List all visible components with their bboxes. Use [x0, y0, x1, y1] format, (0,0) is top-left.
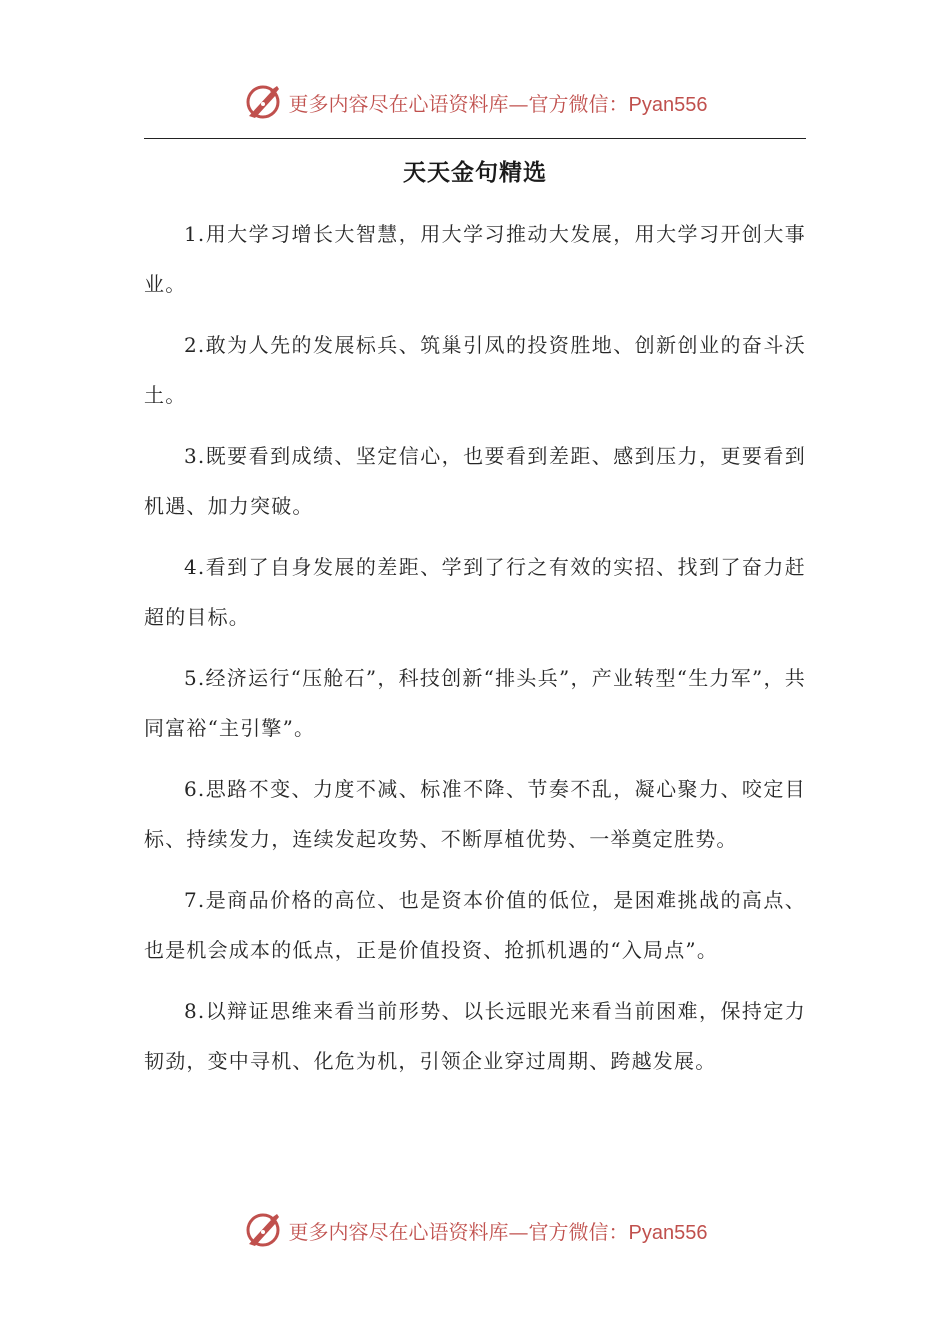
pen-nib-logo-icon	[243, 82, 283, 122]
banner-text	[289, 1216, 708, 1245]
page-title: 天天金句精选	[403, 159, 547, 186]
quote-paragraph: 3.既要看到成绩、坚定信心，也要看到差距、感到压力，更要看到机遇、加力突破。	[144, 444, 806, 518]
banner-wechat-id: Pyan556	[628, 93, 708, 116]
header-banner	[0, 80, 950, 124]
header-divider	[144, 138, 806, 139]
quote-paragraph: 4.看到了自身发展的差距、学到了行之有效的实招、找到了奋力赶超的目标。	[144, 555, 806, 629]
document-body	[144, 209, 806, 1097]
footer-banner	[0, 1208, 950, 1252]
quote-paragraph: 8.以辩证思维来看当前形势、以长远眼光来看当前困难，保持定力韧劲，变中寻机、化危为机，引领企业穿过周期、跨越发展。	[144, 999, 806, 1073]
quote-paragraph: 1.用大学习增长大智慧，用大学习推动大发展，用大学习开创大事业。	[144, 222, 806, 296]
quote-paragraph: 5.经济运行“压舱石”，科技创新“排头兵”，产业转型“生力军”，共同富裕“主引擎”。	[144, 666, 806, 740]
quote-paragraph: 6.思路不变、力度不减、标准不降、节奏不乱，凝心聚力、咬定目标、持续发力，连续发起攻势、不断厚植优势、一举奠定胜势。	[144, 777, 806, 851]
banner-wechat-id: Pyan556	[628, 1221, 708, 1244]
quote-paragraph: 7.是商品价格的高位、也是资本价值的低位，是困难挑战的高点、也是机会成本的低点，正是价值投资、抢抓机遇的“入局点”。	[144, 888, 806, 962]
pen-nib-logo-icon	[243, 1210, 283, 1250]
banner-label: 更多内容尽在心语资料库—官方微信：	[288, 1219, 629, 1244]
banner-text	[289, 88, 708, 117]
quote-paragraph: 2.敢为人先的发展标兵、筑巢引凤的投资胜地、创新创业的奋斗沃土。	[144, 333, 806, 407]
banner-label: 更多内容尽在心语资料库—官方微信：	[288, 91, 629, 116]
